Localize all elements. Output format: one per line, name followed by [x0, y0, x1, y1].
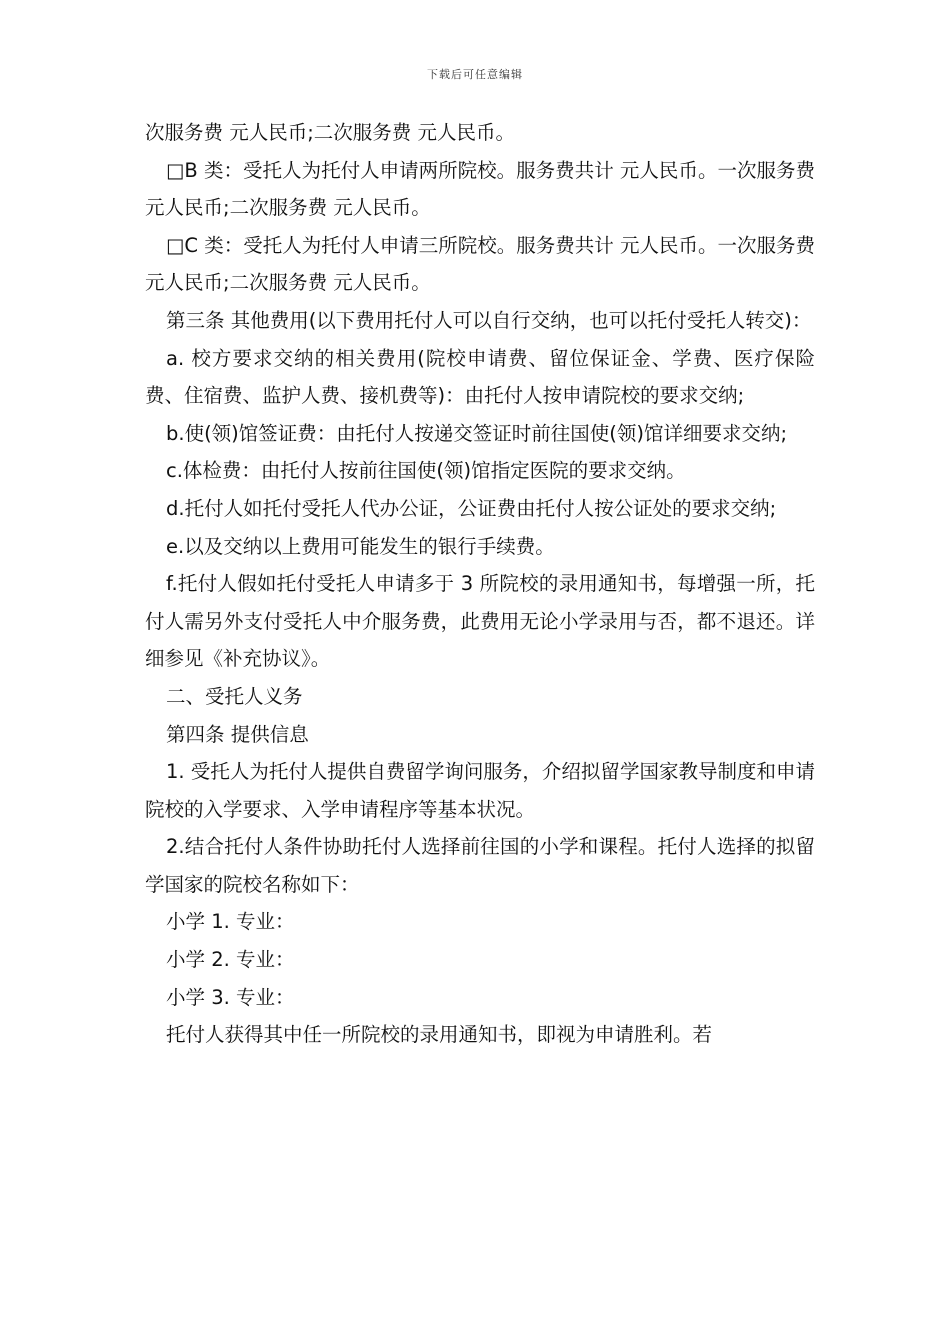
paragraph-option-c: □C 类：受托人为托付人申请三所院校。服务费共计 元人民币。一次服务费 元人民币;二次服务费 元人民币。: [145, 233, 815, 295]
paragraph-item-f: f.托付人假如托付受托人申请多于 3 所院校的录用通知书，每增强一所，托付人需另外支付受托人中介服务费，此费用无论小学录用与否，都不退还。详细参见《补充协议》。: [145, 572, 815, 671]
paragraph-item-c: c.体检费：由托付人按前往国使(领)馆指定医院的要求交纳。: [166, 459, 686, 483]
paragraph-option-b: □B 类：受托人为托付人申请两所院校。服务费共计 元人民币。一次服务费 元人民币;二次服务费 元人民币。: [145, 158, 815, 220]
paragraph-school-2: 小学 2. 专业：: [166, 948, 295, 972]
paragraph-service-fee-continued: 次服务费 元人民币;二次服务费 元人民币。: [145, 121, 515, 144]
paragraph-item-e: e.以及交纳以上费用可能发生的银行手续费。: [166, 534, 555, 558]
paragraph-item-1: 1. 受托人为托付人提供自费留学询问服务，介绍拟留学国家教导制度和申请院校的入学要求、入学申请程序等基本状况。: [145, 760, 815, 821]
page-header: 下载后可任意编辑: [427, 68, 523, 81]
document-body: [145, 114, 815, 1054]
paragraph-school-1: 小学 1. 专业：: [166, 910, 295, 934]
paragraph-item-a: a. 校方要求交纳的相关费用(院校申请费、留位保证金、学费、医疗保险费、住宿费、监护人费、接机费等)：由托付人按申请院校的要求交纳;: [145, 346, 815, 408]
paragraph-item-2: 2.结合托付人条件协助托付人选择前往国的小学和课程。托付人选择的拟留学国家的院校名称如下：: [145, 835, 815, 896]
paragraph-article-3: 第三条 其他费用(以下费用托付人可以自行交纳，也可以托付受托人转交)：: [166, 308, 812, 332]
paragraph-article-4: 第四条 提供信息: [166, 722, 309, 746]
paragraph-school-3: 小学 3. 专业：: [166, 985, 295, 1009]
paragraph-item-d: d.托付人如托付受托人代办公证，公证费由托付人按公证处的要求交纳;: [166, 496, 777, 520]
paragraph-item-b: b.使(领)馆签证费：由托付人按递交签证时前往国使(领)馆详细要求交纳;: [166, 421, 788, 445]
paragraph-admission-success: 托付人获得其中任一所院校的录用通知书，即视为申请胜利。若: [166, 1023, 713, 1047]
section-heading-trustee-obligations: 二、受托人义务: [166, 684, 303, 708]
